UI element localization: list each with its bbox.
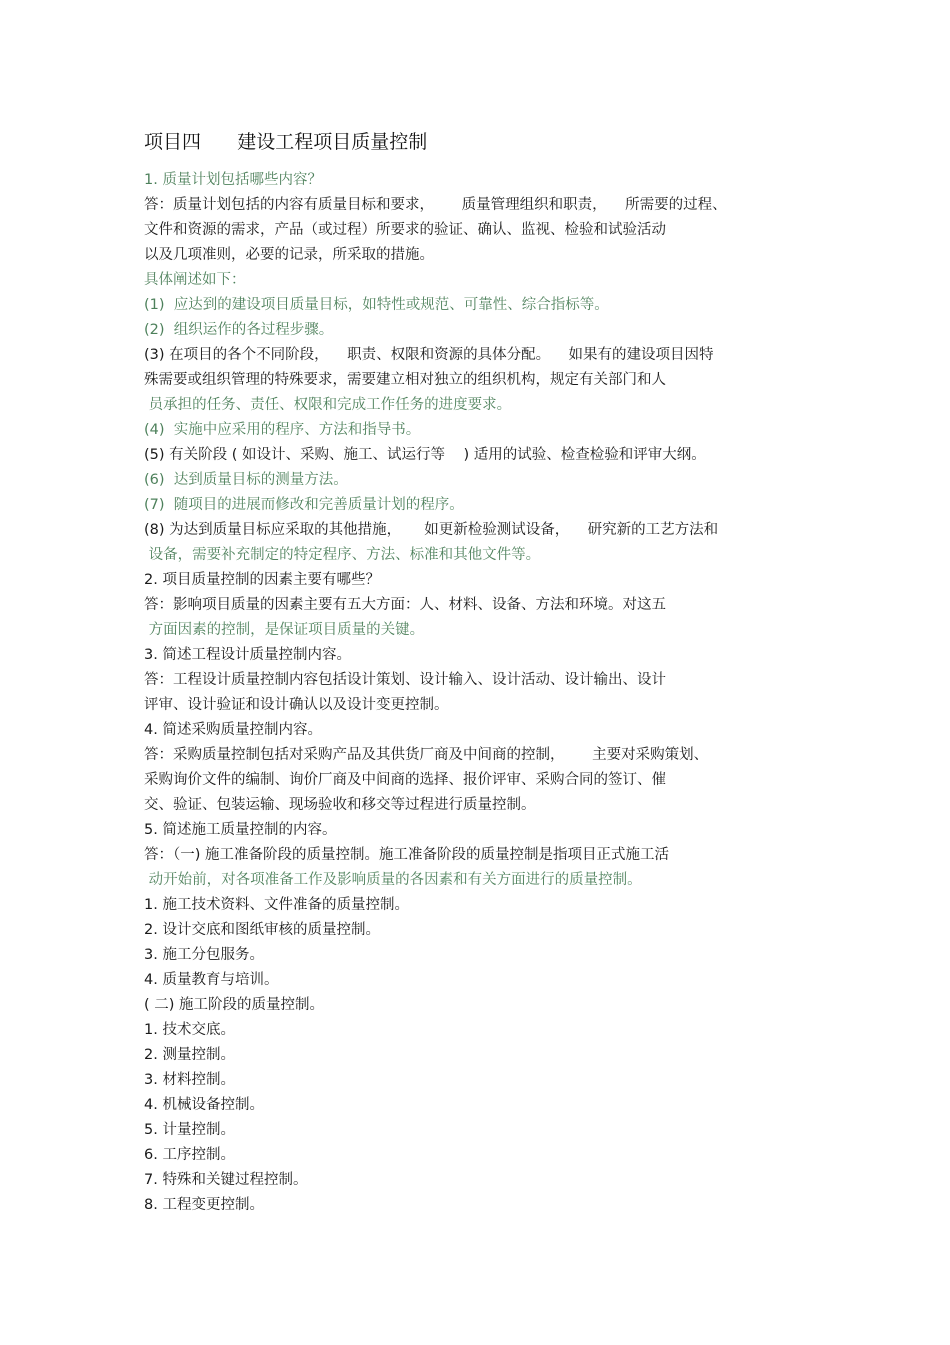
document-body — [144, 168, 824, 1218]
text-line: 答：影响项目质量的因素主要有五大方面：人、材料、设备、方法和环境。对这五 — [144, 597, 666, 613]
page-title: 项目四 建设工程项目质量控制 — [144, 131, 428, 153]
text-line: 设备，需要补充制定的特定程序、方法、标准和其他文件等。 — [144, 547, 541, 563]
text-line: 5. 简述施工质量控制的内容。 — [144, 822, 337, 838]
text-line: (4) 实施中应采用的程序、方法和指导书。 — [144, 422, 421, 438]
text-line: 以及几项准则，必要的记录，所采取的措施。 — [144, 247, 434, 263]
text-line: 8. 工程变更控制。 — [144, 1197, 264, 1213]
text-line: 4. 质量教育与培训。 — [144, 972, 279, 988]
text-line: 答：工程设计质量控制内容包括设计策划、设计输入、设计活动、设计输出、设计 — [144, 672, 666, 688]
text-line: 2. 项目质量控制的因素主要有哪些？ — [144, 572, 380, 588]
text-line: 交、验证、包装运输、现场验收和移交等过程进行质量控制。 — [144, 797, 536, 813]
text-line: (6) 达到质量目标的测量方法。 — [144, 472, 348, 488]
text-line: 6. 工序控制。 — [144, 1147, 235, 1163]
text-line: 殊需要或组织管理的特殊要求，需要建立相对独立的组织机构，规定有关部门和人 — [144, 372, 666, 388]
text-line: 答：采购质量控制包括对采购产品及其供货厂商及中间商的控制， 主要对采购策划、 — [144, 747, 709, 763]
text-line: 1. 质量计划包括哪些内容？ — [144, 172, 322, 188]
text-line: 1. 施工技术资料、文件准备的质量控制。 — [144, 897, 409, 913]
text-line: 3. 简述工程设计质量控制内容。 — [144, 647, 351, 663]
text-line: (8) 为达到质量目标应采取的其他措施， 如更新检验测试设备， 研究新的工艺方法和 — [144, 522, 719, 538]
text-line: (1) 应达到的建设项目质量目标，如特性或规范、可靠性、综合指标等。 — [144, 297, 609, 313]
text-line: 采购询价文件的编制、询价厂商及中间商的选择、报价评审、采购合同的签订、催 — [144, 772, 666, 788]
text-line: (3) 在项目的各个不同阶段， 职责、权限和资源的具体分配。 如果有的建设项目因特 — [144, 347, 714, 363]
text-line: 3. 材料控制。 — [144, 1072, 235, 1088]
text-line: 7. 特殊和关键过程控制。 — [144, 1172, 308, 1188]
text-line: (5) 有关阶段 ( 如设计、采购、施工、试运行等 ) 适用的试验、检查检验和评审大纲。 — [144, 447, 706, 463]
text-line: 4. 简述采购质量控制内容。 — [144, 722, 322, 738]
text-line: ( 二) 施工阶段的质量控制。 — [144, 997, 325, 1013]
text-line: 5. 计量控制。 — [144, 1122, 235, 1138]
text-line: 3. 施工分包服务。 — [144, 947, 264, 963]
text-line: 答：质量计划包括的内容有质量目标和要求， 质量管理组织和职责， 所需要的过程、 — [144, 197, 727, 213]
text-line: 评审、设计验证和设计确认以及设计变更控制。 — [144, 697, 449, 713]
text-line: (7) 随项目的进展而修改和完善质量计划的程序。 — [144, 497, 464, 513]
text-line: (2) 组织运作的各过程步骤。 — [144, 322, 334, 338]
text-line: 2. 测量控制。 — [144, 1047, 235, 1063]
text-line: 4. 机械设备控制。 — [144, 1097, 264, 1113]
text-line: 文件和资源的需求，产品（或过程）所要求的验证、确认、监视、检验和试验活动 — [144, 222, 666, 238]
text-line: 动开始前，对各项准备工作及影响质量的各因素和有关方面进行的质量控制。 — [144, 872, 642, 888]
text-line: 1. 技术交底。 — [144, 1022, 235, 1038]
text-line: 员承担的任务、责任、权限和完成工作任务的进度要求。 — [144, 397, 512, 413]
text-line: 方面因素的控制，是保证项目质量的关键。 — [144, 622, 425, 638]
text-line: 答：（一) 施工准备阶段的质量控制。施工准备阶段的质量控制是指项目正式施工活 — [144, 847, 670, 863]
text-line: 具体阐述如下： — [144, 272, 246, 288]
text-line: 2. 设计交底和图纸审核的质量控制。 — [144, 922, 380, 938]
